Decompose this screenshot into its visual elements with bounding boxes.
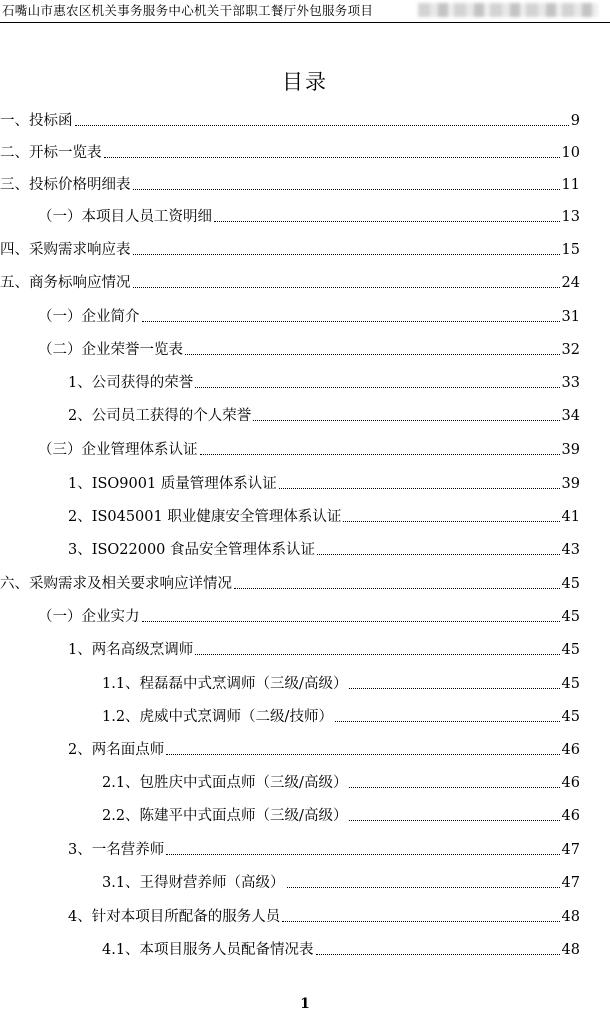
toc-entry[interactable] xyxy=(0,573,580,595)
toc-entry-label: （一）本项目人员工资明细 xyxy=(38,209,212,225)
toc-entry-page: 13 xyxy=(561,209,580,225)
toc-entry-page: 34 xyxy=(561,408,580,424)
toc-leader-dots xyxy=(185,353,560,355)
toc-entry-page: 43 xyxy=(561,542,580,558)
toc-leader-dots xyxy=(142,620,560,622)
toc-entry[interactable] xyxy=(68,473,580,495)
toc-entry[interactable] xyxy=(102,706,580,728)
toc-entry[interactable] xyxy=(68,539,580,561)
toc-leader-dots xyxy=(317,553,560,555)
toc-entry-page: 10 xyxy=(561,145,580,161)
toc-leader-dots xyxy=(75,124,569,126)
toc-entry[interactable] xyxy=(68,739,580,761)
header-divider xyxy=(0,22,610,23)
toc-entry-label: 2、IS045001 职业健康安全管理体系认证 xyxy=(68,509,342,525)
toc-entry-page: 39 xyxy=(561,442,580,458)
toc-leader-dots xyxy=(282,920,559,922)
redacted-header-text xyxy=(418,3,598,17)
toc-leader-dots xyxy=(253,419,559,421)
toc-entry[interactable] xyxy=(38,606,580,628)
toc-entry[interactable] xyxy=(68,405,580,427)
toc-title: 目录 xyxy=(282,70,328,94)
toc-leader-dots xyxy=(349,786,559,788)
toc-entry-page: 15 xyxy=(561,242,580,258)
toc-entry[interactable] xyxy=(0,272,580,294)
toc-entry[interactable] xyxy=(68,372,580,394)
toc-entry[interactable] xyxy=(0,239,580,261)
toc-entry-label: 1、ISO9001 质量管理体系认证 xyxy=(68,476,277,492)
toc-entry-label: 3、一名营养师 xyxy=(68,842,165,858)
toc-entry-label: 4、针对本项目所配备的服务人员 xyxy=(68,909,281,925)
toc-entry-label: 2.2、陈建平中式面点师（三级/高级） xyxy=(102,808,348,824)
toc-leader-dots xyxy=(166,853,559,855)
toc-entry-label: 2、两名面点师 xyxy=(68,742,165,758)
toc-entry-label: （三）企业管理体系认证 xyxy=(38,442,198,458)
toc-entry-label: 4.1、本项目服务人员配备情况表 xyxy=(102,942,314,958)
toc-entry-page: 11 xyxy=(561,177,580,193)
toc-entry-label: 四、采购需求响应表 xyxy=(0,242,131,258)
toc-leader-dots xyxy=(214,220,560,222)
toc-entry-label: 1.2、虎威中式烹调师（二级/技师） xyxy=(102,709,333,725)
toc-entry[interactable] xyxy=(68,906,580,928)
toc-leader-dots xyxy=(195,386,559,388)
toc-entry[interactable] xyxy=(68,839,580,861)
toc-entry-page: 46 xyxy=(561,808,580,824)
header-title: 石嘴山市惠农区机关事务服务中心机关干部职工餐厅外包服务项目 xyxy=(2,3,374,18)
toc-entry-label: 三、投标价格明细表 xyxy=(0,177,131,193)
toc-entry-page: 48 xyxy=(561,909,580,925)
toc-leader-dots xyxy=(335,720,560,722)
toc-leader-dots xyxy=(343,520,559,522)
toc-leader-dots xyxy=(133,253,560,255)
toc-entry[interactable] xyxy=(102,939,580,961)
toc-entry[interactable] xyxy=(102,772,580,794)
toc-entry-page: 48 xyxy=(561,942,580,958)
toc-entry[interactable] xyxy=(102,673,580,695)
toc-leader-dots xyxy=(133,286,560,288)
toc-entry-page: 45 xyxy=(561,609,580,625)
toc-entry[interactable] xyxy=(38,206,580,228)
toc-entry-label: 六、采购需求及相关要求响应详情况 xyxy=(0,576,232,592)
toc-entry-page: 47 xyxy=(561,842,580,858)
toc-entry[interactable] xyxy=(38,306,580,328)
toc-leader-dots xyxy=(166,753,559,755)
toc-entry-page: 31 xyxy=(561,309,580,325)
toc-leader-dots xyxy=(142,320,560,322)
toc-entry-label: 1.1、程磊磊中式烹调师（三级/高级） xyxy=(102,676,348,692)
toc-entry-page: 47 xyxy=(561,875,580,891)
toc-leader-dots xyxy=(287,886,560,888)
toc-entry-page: 46 xyxy=(561,742,580,758)
page-number: 1 xyxy=(300,996,310,1012)
toc-entry-page: 41 xyxy=(561,509,580,525)
toc-entry[interactable] xyxy=(0,142,580,164)
toc-leader-dots xyxy=(349,819,559,821)
toc-entry[interactable] xyxy=(0,110,580,132)
toc-entry-label: 一、投标函 xyxy=(0,113,73,129)
page-header xyxy=(0,0,610,22)
toc-entry-label: 3.1、王得财营养师（高级） xyxy=(102,875,285,891)
toc-leader-dots xyxy=(104,156,560,158)
toc-entry-page: 46 xyxy=(561,775,580,791)
toc-leader-dots xyxy=(316,953,560,955)
toc-entry-label: 3、ISO22000 食品安全管理体系认证 xyxy=(68,542,316,558)
toc-entry-page: 32 xyxy=(561,342,580,358)
toc-entry[interactable] xyxy=(102,805,580,827)
toc-entry-page: 45 xyxy=(561,676,580,692)
toc-leader-dots xyxy=(279,487,560,489)
toc-entry[interactable] xyxy=(68,639,580,661)
toc-entry-label: 五、商务标响应情况 xyxy=(0,275,131,291)
toc-entry-page: 39 xyxy=(561,476,580,492)
toc-entry[interactable] xyxy=(38,339,580,361)
toc-entry-label: （一）企业实力 xyxy=(38,609,140,625)
toc-entry-page: 24 xyxy=(561,275,580,291)
toc-entry-label: 1、两名高级烹调师 xyxy=(68,642,194,658)
toc-leader-dots xyxy=(200,453,560,455)
toc-entry[interactable] xyxy=(0,174,580,196)
toc-entry-page: 33 xyxy=(561,375,580,391)
toc-entry-label: （一）企业简介 xyxy=(38,309,140,325)
toc-entry-page: 45 xyxy=(561,709,580,725)
toc-entry[interactable] xyxy=(38,439,580,461)
toc-entry-page: 9 xyxy=(570,113,580,129)
toc-entry-page: 45 xyxy=(561,576,580,592)
toc-entry-label: 1、公司获得的荣誉 xyxy=(68,375,194,391)
toc-leader-dots xyxy=(133,188,560,190)
toc-entry-label: （二）企业荣誉一览表 xyxy=(38,342,183,358)
toc-entry[interactable] xyxy=(102,872,580,894)
toc-entry-page: 45 xyxy=(561,642,580,658)
toc-entry-label: 2、公司员工获得的个人荣誉 xyxy=(68,408,252,424)
toc-leader-dots xyxy=(349,687,559,689)
toc-entry[interactable] xyxy=(68,506,580,528)
toc-leader-dots xyxy=(195,653,559,655)
toc-entry-label: 2.1、包胜庆中式面点师（三级/高级） xyxy=(102,775,348,791)
toc-entry-label: 二、开标一览表 xyxy=(0,145,102,161)
toc-leader-dots xyxy=(234,587,560,589)
